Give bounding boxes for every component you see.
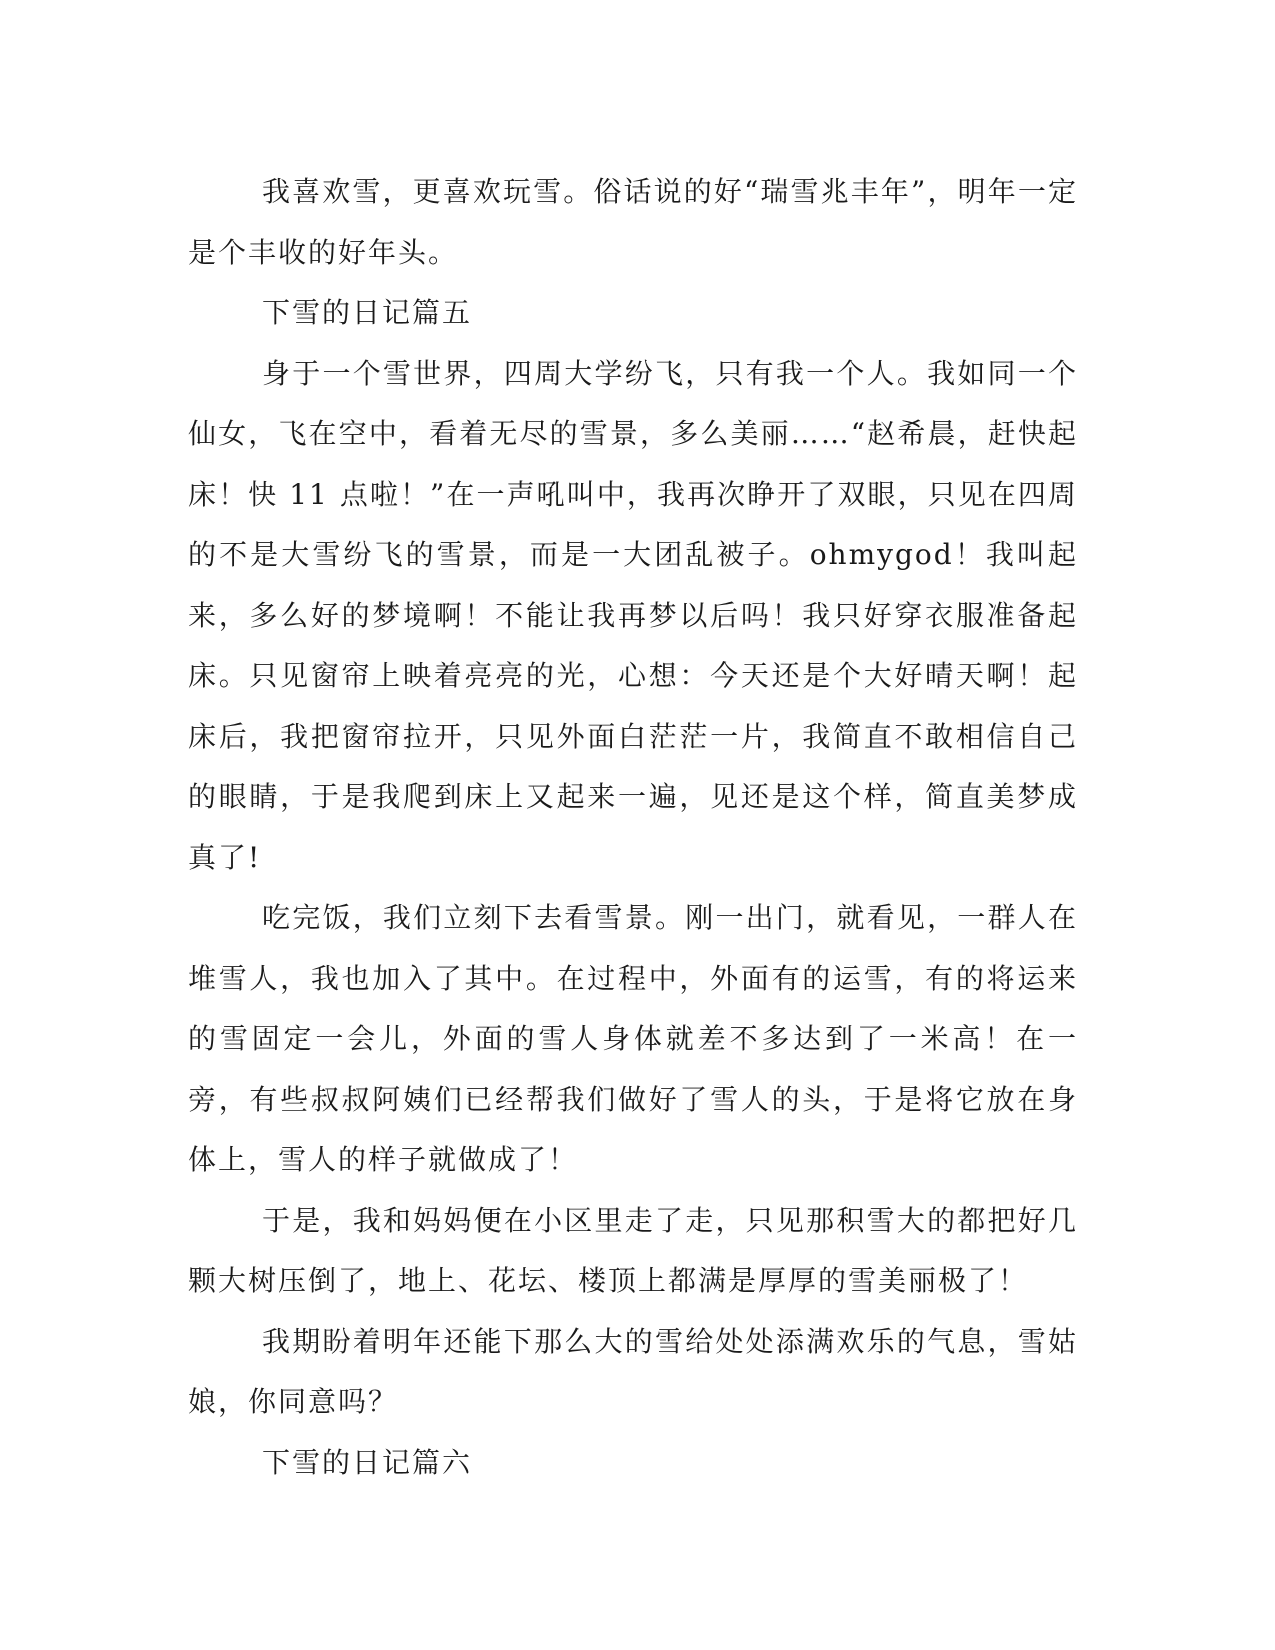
paragraph-intro-ending: 我喜欢雪，更喜欢玩雪。俗话说的好“瑞雪兆丰年”，明年一定是个丰收的好年头。 (188, 175, 1078, 269)
paragraph-hope: 我期盼着明年还能下那么大的雪给处处添满欢乐的气息，雪姑娘，你同意吗？ (188, 1324, 1078, 1418)
paragraph-dream: 身于一个雪世界，四周大学纷飞，只有我一个人。我如同一个仙女，飞在空中，看着无尽的雪景，多么美丽……“赵希晨，赶快起床！快 11 点啦！”在一声吼叫中，我再次睁开了双眼，只见在四周的不是大雪纷飞的雪景，而是一大团乱被子。ohmygod！我叫起来，多么好的梦境啊！不能让我再梦以后吗！我只好穿衣服准备起床。只见窗帘上映着亮亮的光，心想：今天还是个大好晴天啊！起床后，我把窗帘拉开，只见外面白茫茫一片，我简直不敢相信自己的眼睛，于是我爬到床上又起来一遍，见还是这个样，简直美梦成真了! (188, 356, 1078, 874)
document-body (188, 162, 1078, 1493)
section-heading-part-six: 下雪的日记篇六 (262, 1445, 473, 1479)
paragraph-snowman: 吃完饭，我们立刻下去看雪景。刚一出门，就看见，一群人在堆雪人，我也加入了其中。在过程中，外面有的运雪，有的将运来的雪固定一会儿，外面的雪人身体就差不多达到了一米高！在一旁，有些叔叔阿姨们已经帮我们做好了雪人的头，于是将它放在身体上，雪人的样子就做成了！ (188, 901, 1078, 1176)
paragraph-walk: 于是，我和妈妈便在小区里走了走，只见那积雪大的都把好几颗大树压倒了，地上、花坛、楼顶上都满是厚厚的雪美丽极了！ (188, 1203, 1078, 1297)
section-heading-part-five: 下雪的日记篇五 (262, 296, 473, 329)
